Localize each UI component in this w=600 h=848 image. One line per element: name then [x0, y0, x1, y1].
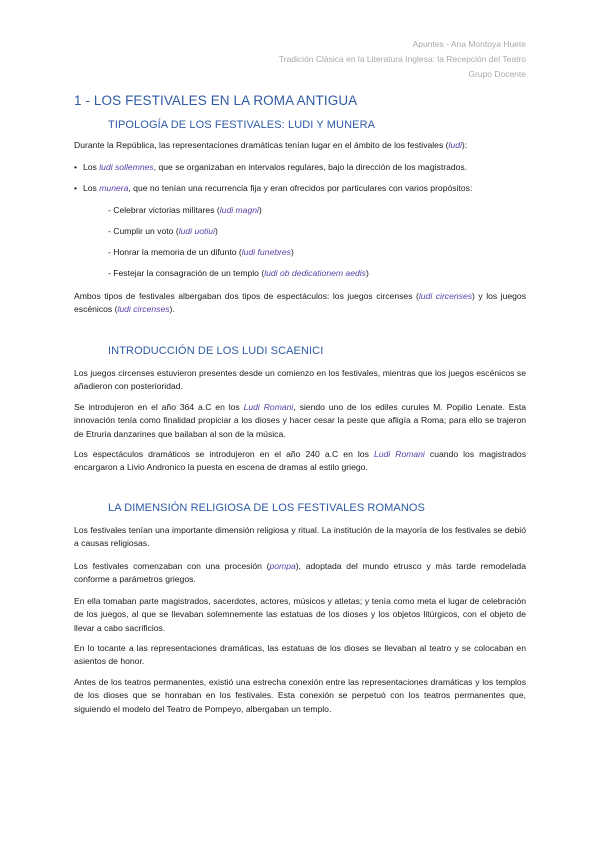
page-header [279, 37, 526, 82]
latin-term: ludi funebres [241, 247, 291, 257]
subsection-title-ludi-scaenici: INTRODUCCIÓN DE LOS LUDI SCAENICI [108, 345, 324, 357]
text: ) y los juegos escénicos ( [74, 291, 527, 315]
latin-term: pompa [269, 561, 296, 571]
text: ) [215, 226, 218, 236]
text: ): [461, 140, 468, 150]
header-course: Tradición Clásica en la Literatura Inglesa: la Recepción del Teatro [278, 54, 526, 64]
latin-term: ludi uotiui [178, 226, 215, 236]
text: Los espectáculos dramáticos se introdujeron en el año 240 a.C en los [74, 449, 374, 459]
text: Los [83, 162, 100, 172]
latin-term: ludi ob dedicationem aedis [264, 268, 366, 278]
text: Ambos tipos de festivales albergaban dos tipos de espectáculos: los juegos circenses ( [74, 291, 419, 301]
text: Los [83, 183, 100, 193]
subsection-title-dimension-religiosa: LA DIMENSIÓN RELIGIOSA DE LOS FESTIVALES ROMANOS [108, 502, 425, 514]
text: Los festivales comenzaban con una procesión ( [74, 561, 270, 571]
paragraph: Antes de los teatros permanentes, existió una estrecha conexión entre las representaciones dramáticas y los templos de los dioses que se honraban en los festivales. Esta conexión se perpetuó con los teatros permanentes que, siguiendo el modelo del Teatro de Pompeyo, albergaban un templo. [74, 677, 526, 714]
paragraph [74, 401, 526, 441]
text: ) [365, 268, 369, 278]
subsection-title-tipologia: TIPOLOGÍA DE LOS FESTIVALES: LUDI Y MUNERA [108, 119, 376, 131]
text: - Cumplir un voto ( [108, 226, 179, 236]
latin-term: munera [99, 183, 129, 193]
latin-term: ludi [448, 140, 462, 150]
paragraph: En lo tocante a las representaciones dramáticas, las estatuas de los dioses se llevaban al teatro y se colocaban en asientos de honor. [74, 643, 526, 667]
text: , que se organizaban en intervalos regulares, bajo la dirección de los magistrados. [153, 162, 468, 172]
paragraph: Los festivales tenían una importante dimensión religiosa y ritual. La institución de la mayoría de los festivales se debió a causas religiosas. [74, 525, 526, 549]
text: - Honrar la memoria de un difunto ( [108, 247, 242, 257]
bullet-icon: • [74, 162, 78, 172]
text: ), adoptada del mundo etrusco y más tarde remodelada conforme a parámetros griegos. [74, 561, 526, 585]
bullet-icon: • [74, 183, 78, 193]
paragraph-intro [74, 139, 526, 152]
text: , que no tenían una recurrencia fija y eran ofrecidos por particulares con varios propósitos: [128, 183, 473, 193]
latin-term: Ludi Romani [243, 402, 294, 412]
paragraph [74, 560, 526, 587]
latin-term: ludi circenses [418, 291, 473, 301]
text: ). [169, 304, 175, 315]
section-title: 1 - LOS FESTIVALES EN LA ROMA ANTIGUA [74, 93, 358, 108]
bullet-ludi-sollemnes [74, 161, 526, 174]
latin-term: ludi sollemnes [99, 162, 154, 172]
bullet-munera [74, 182, 526, 195]
text: Durante la República, las representaciones dramáticas tenían lugar en el ámbito de los festivales ( [74, 140, 449, 150]
latin-term: ludi magni [219, 205, 259, 215]
text: cuando los magistrados encargaron a Livio Andronico la puesta en escena de dramas al estilo griego. [74, 449, 526, 473]
text: - Celebrar victorias militares ( [108, 205, 220, 215]
latin-term: ludi circenses [117, 304, 170, 315]
paragraph: En ella tomaban parte magistrados, sacerdotes, actores, músicos y atletas; y tenía como meta el lugar de celebración de los juegos, al que se llevaban solemnemente las estatuas de los dioses y los objetos litúrgicos, con el objeto de llevar a cabo sacrificios. [74, 596, 526, 633]
text: ) [290, 247, 294, 257]
latin-term: Ludi Romani [373, 449, 425, 459]
paragraph: Los juegos circenses estuvieron presentes desde un comienzo en los festivales, mientras que los juegos escénicos se añadieron con posterioridad. [74, 368, 526, 392]
text: ) [258, 205, 262, 215]
list-item-purpose [108, 204, 528, 217]
paragraph [74, 448, 526, 475]
text: - Festejar la consagración de un templo ( [108, 268, 265, 278]
header-author: Apuntes - Ana Montoya Huete [412, 39, 526, 49]
list-item-purpose [108, 225, 528, 238]
header-group: Grupo Docente [468, 69, 526, 79]
list-item-purpose [108, 246, 528, 259]
text: Se introdujeron en el año 364 a.C en los [74, 402, 244, 412]
text: , siendo uno de los ediles curules M. Popilio Lenate. Esta innovación tenía como finalidad propiciar a los dioses y hacer cesar la peste que afligía a Roma; para ello se trajeron de Etruria danzarines que bailaban al son de la música. [74, 402, 527, 439]
paragraph-closing [74, 290, 526, 317]
list-item-purpose [108, 267, 528, 280]
